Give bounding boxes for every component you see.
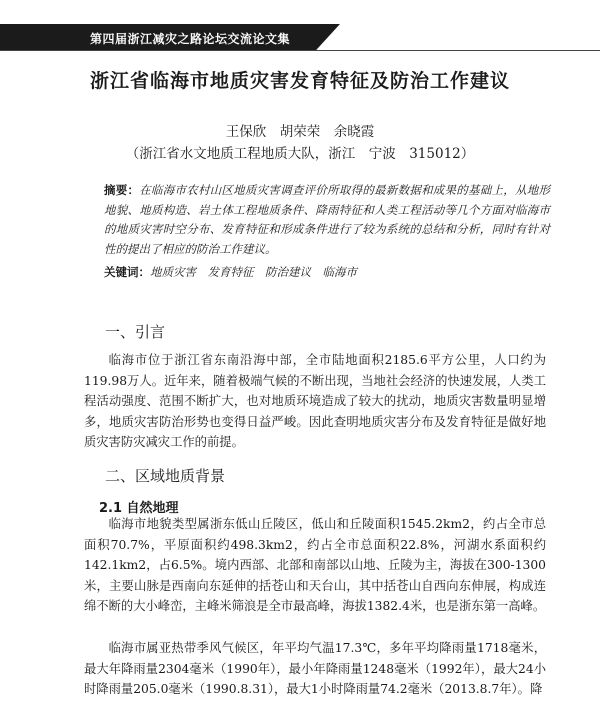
subsection-heading-geography: 2.1 自然地理 (99, 501, 179, 516)
section-heading-intro: 一、引言 (105, 323, 166, 341)
keywords-text: 地质灾害 发育特征 防治建议 临海市 (150, 265, 357, 279)
section-heading-geology: 二、区域地质背景 (105, 467, 226, 485)
intro-paragraph: 临海市位于浙江省东南沿海中部，全市陆地面积2185.6平方公里，人口约为119.98万人。近年来，随着极端气候的不断出现，当地社会经济的快速发展，人类工程活动强度、范围不断扩大，也对地质环境造成了较大的扰动，地质灾害数量明显增多，地质灾害防治形势也变得日益严峻。因此查明地质灾害分布及发育特征是做好地质灾害防灾减灾工作的前提。 (84, 353, 546, 449)
geography-paragraph-2: 临海市属亚热带季风气候区，年平均气温17.3℃，多年平均降雨量1718毫米，最大年降雨量2304毫米（1990年），最小年降雨量1248毫米（1992年），最大24小时降雨量205.0毫米（1990.8.31），最大1小时降雨量74.2毫米（2013.8.7年）。降 (84, 641, 546, 696)
series-header-text: 第四届浙江减灾之路论坛交流论文集 (90, 32, 291, 46)
abstract (104, 181, 550, 259)
header-divider (0, 50, 600, 51)
paper-affiliation: （浙江省水文地质工程地质大队，浙江 宁波 315012） (125, 146, 475, 162)
abstract-label: 摘要： (104, 183, 140, 197)
paper-authors: 王保欣 胡荣荣 余晓霞 (225, 124, 375, 140)
keywords (104, 264, 550, 280)
geography-paragraph-1: 临海市地貌类型属浙东低山丘陵区，低山和丘陵面积1545.2km2，约占全市总面积70.7%，平原面积约498.3km2，约占全市总面积22.8%，河湖水系面积约142.1km2，占6.5%。境内西部、北部和南部以山地、丘陵为主，海拔在300-1300米，主要山脉是西南向东延伸的括苍山和天台山，其中括苍山自西向东伸展，构成连绵不断的大小峰峦，主峰米筛浪是全市最高峰，海拔1382.4米，也是浙东第一高峰。 (84, 517, 546, 613)
paper-title: 浙江省临海市地质灾害发育特征及防治工作建议 (89, 70, 510, 92)
abstract-text: 在临海市农村山区地质灾害调查评价所取得的最新数据和成果的基础上，从地形地貌、地质构造、岩土体工程地质条件、降雨特征和人类工程活动等几个方面对临海市的地质灾害时空分布、发育特征和形成条件进行了较为系统的总结和分析，同时有针对性的提出了相应的防治工作建议。 (104, 183, 551, 256)
keywords-label: 关键词： (104, 265, 150, 279)
